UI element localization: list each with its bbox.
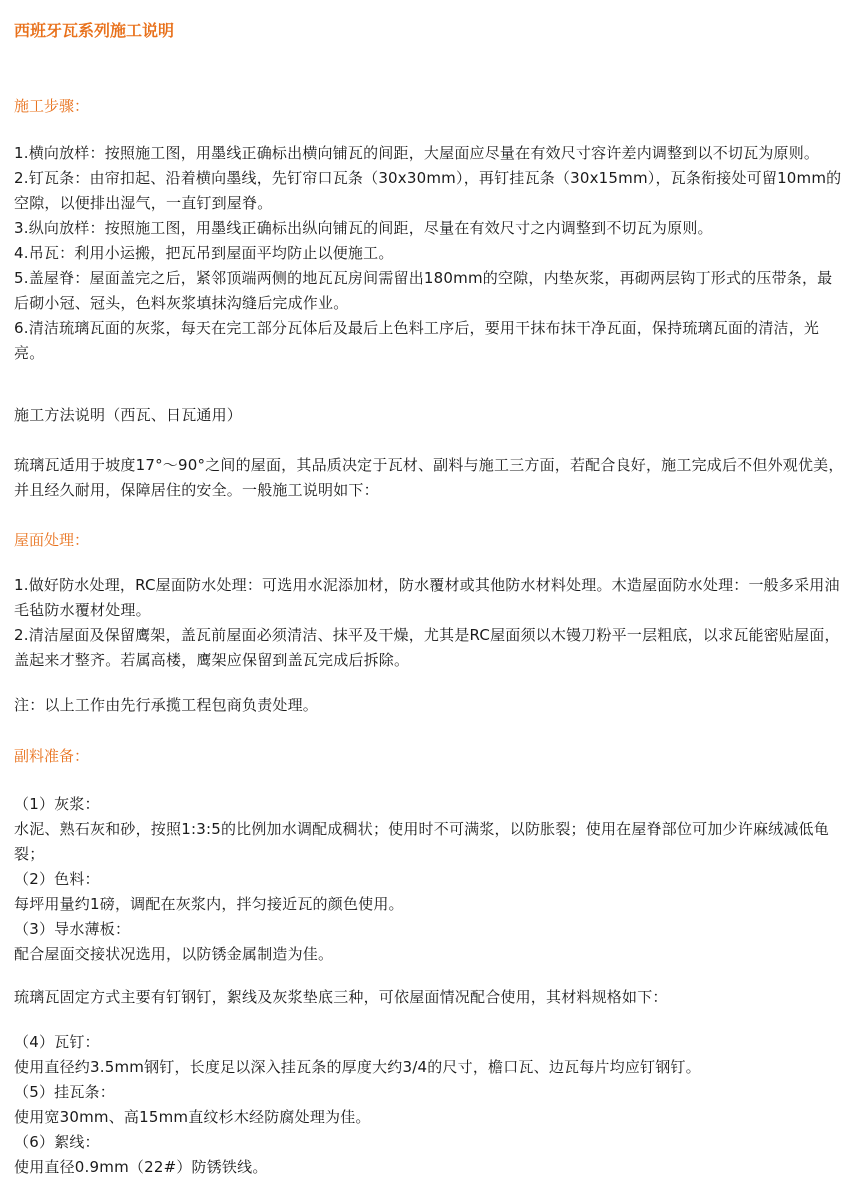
steps-list: [14, 141, 844, 366]
materials-list-1: [14, 792, 844, 967]
material-item: 配合屋面交接状况选用，以防锈金属制造为佳。: [14, 945, 334, 963]
material-item: 每坪用量约1磅，调配在灰浆内，拌匀接近瓦的颜色使用。: [14, 895, 404, 913]
material-item: （2）色料：: [14, 870, 100, 888]
material-item: 使用直径0.9mm（22#）防锈铁线。: [14, 1158, 268, 1176]
material-item: （1）灰浆：: [14, 795, 100, 813]
material-item: （4）瓦钉：: [14, 1033, 100, 1051]
roof-note: 注：以上工作由先行承揽工程包商负责处理。: [14, 696, 319, 714]
section-heading-roof: 屋面处理：: [14, 531, 90, 549]
step-item: 6.清洁琉璃瓦面的灰浆，每天在完工部分瓦体后及最后上色料工序后，要用干抹布抹干净瓦面，保持琉璃瓦面的清洁，光亮。: [14, 319, 820, 362]
step-item: 3.纵向放样：按照施工图，用墨线正确标出纵向铺瓦的间距，尽量在有效尺寸之内调整到不切瓦为原则。: [14, 219, 713, 237]
method-subtitle: 施工方法说明（西瓦、日瓦通用）: [14, 406, 243, 424]
section-heading-steps: 施工步骤：: [14, 97, 90, 115]
fixing-methods: 琉璃瓦固定方式主要有钉钢钉，絮线及灰浆垫底三种，可依屋面情况配合使用，其材料规格如下：: [14, 988, 668, 1006]
step-item: 2.钉瓦条：由帘扣起、沿着横向墨线，先钉帘口瓦条（30x30mm），再钉挂瓦条（30x15mm），瓦条衔接处可留10mm的空隙，以便排出湿气，一直钉到屋脊。: [14, 169, 842, 212]
roof-item: 2.清洁屋面及保留鹰架，盖瓦前屋面必须清洁、抹平及干燥，尤其是RC屋面须以木镘刀粉平一层粗底，以求瓦能密贴屋面，盖起来才整齐。若属高楼，鹰架应保留到盖瓦完成后拆除。: [14, 626, 840, 669]
material-item: （5）挂瓦条：: [14, 1083, 115, 1101]
roof-item: 1.做好防水处理，RC屋面防水处理：可选用水泥添加材，防水覆材或其他防水材料处理。木造屋面防水处理：一般多采用油毛毡防水覆材处理。: [14, 576, 840, 619]
document-title: 西班牙瓦系列施工说明: [14, 21, 175, 40]
step-item: 5.盖屋脊：屋面盖完之后，紧邻顶端两侧的地瓦瓦房间需留出180mm的空隙，内垫灰浆，再砌两层钩丁形式的压带条，最后砌小冠、冠头，色料灰浆填抹沟缝后完成作业。: [14, 269, 833, 312]
material-item: 使用宽30mm、高15mm直纹杉木经防腐处理为佳。: [14, 1108, 371, 1126]
method-intro: 琉璃瓦适用于坡度17°～90°之间的屋面，其品质决定于瓦材、副料与施工三方面，若配合良好，施工完成后不但外观优美，并且经久耐用，保障居住的安全。一般施工说明如下：: [14, 456, 844, 499]
material-item: 水泥、熟石灰和砂，按照1:3:5的比例加水调配成稠状；使用时不可满浆，以防胀裂；使用在屋脊部位可加少许麻绒减低龟裂；: [14, 820, 829, 863]
materials-list-2: [14, 1030, 844, 1180]
material-item: （6）絮线：: [14, 1133, 100, 1151]
material-item: 使用直径约3.5mm钢钉，长度足以深入挂瓦条的厚度大约3/4的尺寸，檐口瓦、边瓦每片均应钉钢钉。: [14, 1058, 701, 1076]
material-item: （3）导水薄板：: [14, 920, 131, 938]
step-item: 1.横向放样：按照施工图，用墨线正确标出横向铺瓦的间距，大屋面应尽量在有效尺寸容许差内调整到以不切瓦为原则。: [14, 144, 820, 162]
roof-list: [14, 573, 844, 673]
step-item: 4.吊瓦：利用小运搬，把瓦吊到屋面平均防止以便施工。: [14, 244, 394, 262]
section-heading-materials: 副料准备：: [14, 747, 90, 765]
